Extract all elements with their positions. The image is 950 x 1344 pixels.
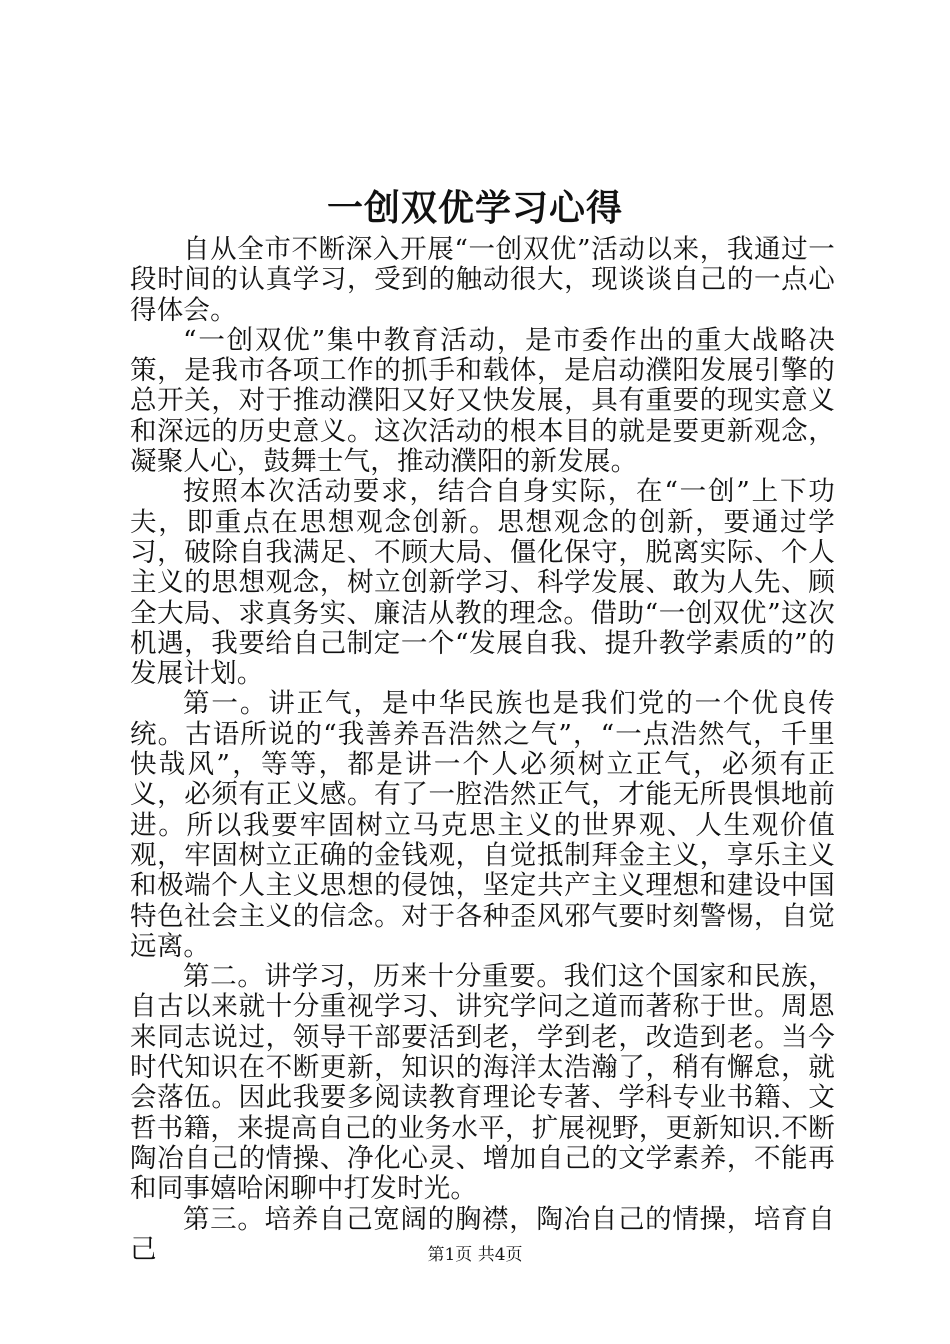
paragraph-significance: “一创双优”集中教育活动，是市委作出的重大战略决策，是我市各项工作的抓手和载体，是启动濮阳发展引擎的总开关，对于推动濮阳又好又快发展，具有重要的现实意义和深远的历史意义。这次活动的根本目的就是要更新观念，凝聚人心，鼓舞士气，推动濮阳的新发展。	[130, 324, 835, 478]
page-footer: 第1页 共4页	[427, 1245, 523, 1265]
paragraph-second-point: 第二。讲学习，历来十分重要。我们这个国家和民族，自古以来就十分重视学习、讲究学问之道而著称于世。周恩来同志说过，领导干部要活到老，学到老，改造到老。当今时代知识在不断更新，知识的海洋太浩瀚了，稍有懈怠，就会落伍。因此我要多阅读教育理论专著、学科专业书籍、文哲书籍，来提高自己的业务水平，扩展视野，更新知识.不断陶冶自己的情操、净化心灵、增加自己的文学素养，不能再和同事嬉哈闲聊中打发时光。	[130, 961, 835, 1205]
paragraph-first-point: 第一。讲正气，是中华民族也是我们党的一个优良传统。古语所说的“我善养吾浩然之气”，“一点浩然气，千里快哉风”，等等，都是讲一个人必须树立正气，必须有正义，必须有正义感。有了一腔浩然正气，才能无所畏惧地前进。所以我要牢固树立马克思主义的世界观、人生观价值观，牢固树立正确的金钱观，自觉抵制拜金主义，享乐主义和极端个人主义思想的侵蚀，坚定共产主义理想和建设中国特色社会主义的信念。对于各种歪风邪气要时刻警惕，自觉远离。	[130, 688, 835, 962]
paragraph-intro: 自从全市不断深入开展“一创双优”活动以来，我通过一段时间的认真学习，受到的触动很大，现谈谈自己的一点心得体会。	[130, 234, 835, 326]
document-title: 一创双优学习心得	[326, 187, 623, 229]
paragraph-plan: 按照本次活动要求，结合自身实际，在“一创”上下功夫，即重点在思想观念创新。思想观念的创新，要通过学习，破除自我满足、不顾大局、僵化保守，脱离实际、个人主义的思想观念，树立创新学习、科学发展、敢为人先、顾全大局、求真务实、廉洁从教的理念。借助“一创双优”这次机遇，我要给自己制定一个“发展自我、提升教学素质的”的发展计划。	[130, 476, 835, 690]
document-body	[130, 235, 835, 1265]
paragraph-third-point: 第三。培养自己宽阔的胸襟，陶冶自己的情操，培育自己	[130, 1203, 835, 1265]
